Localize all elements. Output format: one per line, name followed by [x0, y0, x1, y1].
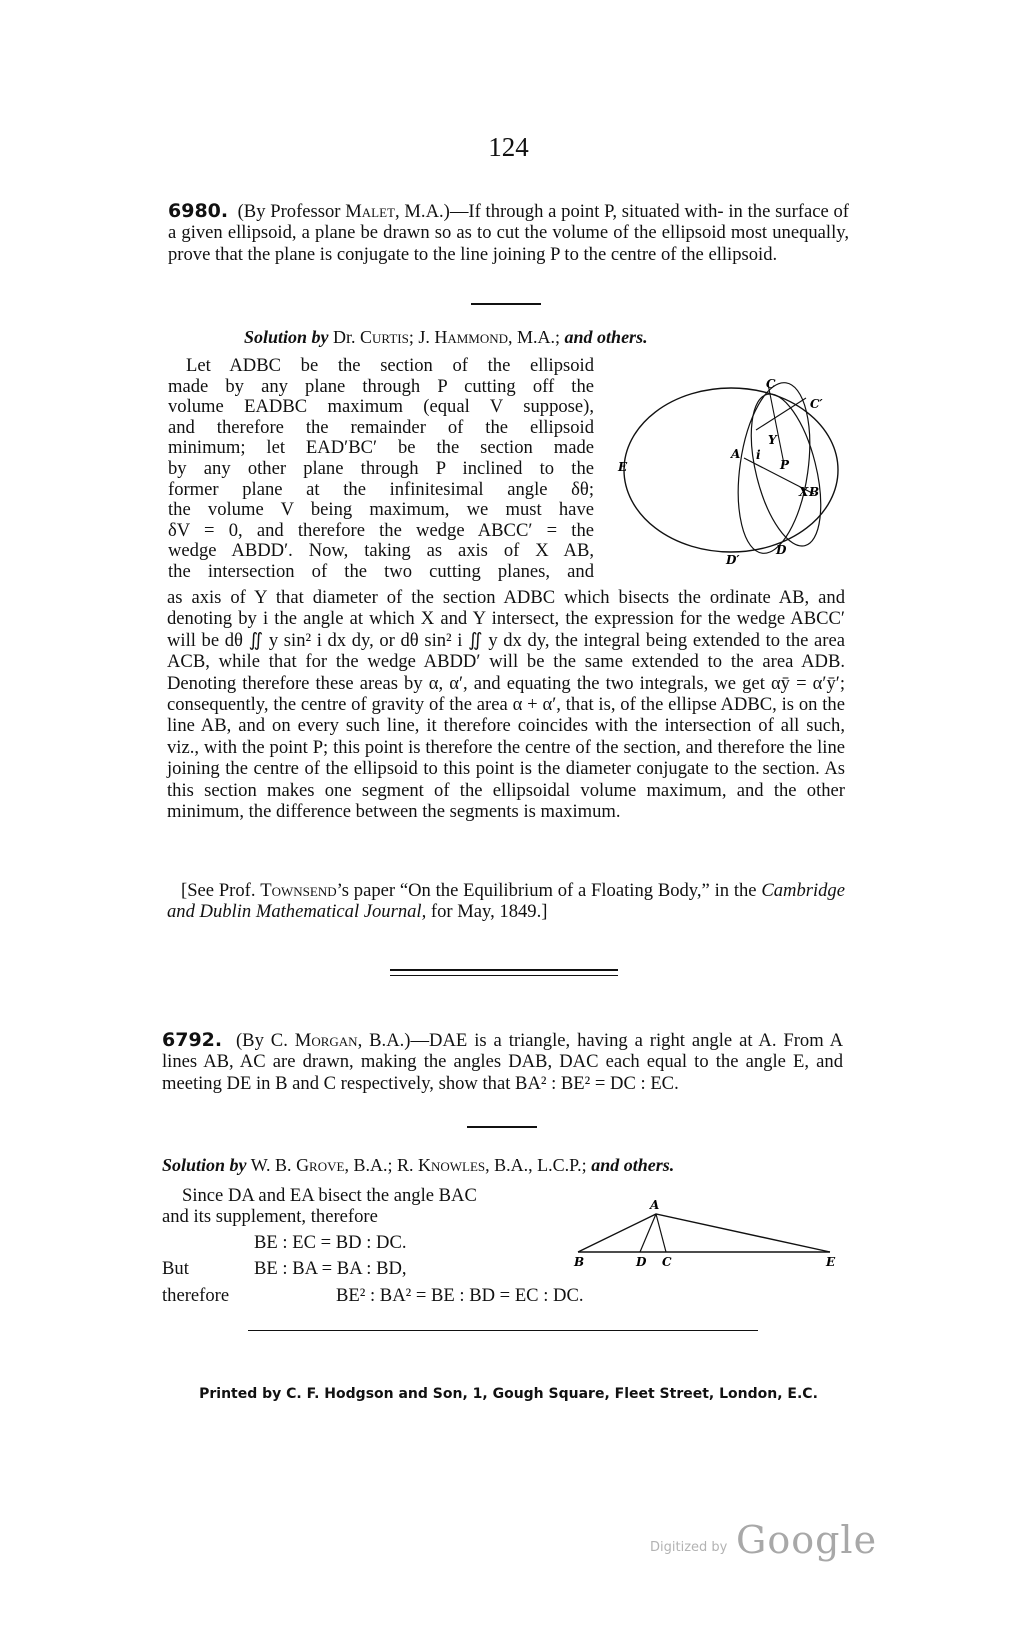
solver-name: Grove — [296, 1155, 345, 1175]
author-suffix: , M.A.)—If through a point P, situated with- — [394, 201, 724, 222]
author-name: Malet — [345, 201, 395, 222]
figure-label: C′ — [810, 397, 823, 411]
solution-line: the intersection of the two cutting planes, and — [168, 561, 594, 582]
figure-label: E — [618, 460, 628, 474]
problem-6792-statement: 6792. (By C. Morgan, B.A.)—DAE is a triangle, having a right angle at A. From A lines AB, AC are drawn, making the angles DAB, DAC each equal to the angle E, and meeting DE in B and C respectively, show that BA² : BE² = DC : EC. — [162, 1029, 844, 1094]
therefore-label: therefore — [162, 1285, 230, 1306]
figure-label: B — [574, 1255, 585, 1269]
and-others-label: and others. — [564, 327, 648, 347]
reference-note: [See Prof. Townsend’s paper “On the Equilibrium of a Floating Body,” in the Cambridge and Dublin Mathematical Journal, for May, 1849.] — [167, 880, 845, 923]
solution-line: δV = 0, and therefore the wedge ABCC′ = the — [168, 519, 594, 541]
figure-label: D — [776, 543, 787, 557]
figure-label: D′ — [726, 553, 740, 567]
solution2-line: Since DA and EA bisect the angle BAC — [182, 1185, 477, 1206]
section-rule — [467, 1126, 537, 1128]
google-logo: Google — [736, 1518, 878, 1562]
solution-heading: Solution by W. B. Grove, B.A.; R. Knowles, B.A., L.C.P.; and others. — [162, 1155, 675, 1175]
solution-line: the volume V being maximum, we must have — [168, 499, 594, 521]
solution-line: by any other plane through P inclined to the — [168, 458, 594, 479]
double-rule-top — [390, 969, 618, 971]
problem-number: 6980. — [168, 200, 229, 222]
solver-name: Knowles — [417, 1155, 486, 1175]
figure-label: D — [636, 1255, 647, 1269]
section-rule — [471, 303, 541, 305]
footer-rule — [248, 1330, 758, 1331]
double-rule-bottom — [390, 975, 618, 976]
reference-author: Townsend — [260, 880, 337, 901]
solution-line: Let ADBC be the section of the ellipsoid — [186, 355, 594, 376]
line-ad — [640, 1214, 656, 1252]
author-prefix: (By Professor — [237, 201, 346, 222]
problem-number: 6792. — [162, 1029, 223, 1051]
page-number: 124 — [488, 132, 529, 162]
solver-name: Hammond — [434, 327, 509, 347]
figure-label: X — [799, 485, 809, 499]
problem-body: at A. From A lines AB, AC are drawn, making the angles DAB, DAC each equal to the angle E, and meeting DE in B and C respectively, show that BA² : BE² = DC : EC. — [162, 1030, 844, 1094]
ellipse-figure — [616, 372, 856, 572]
journal-title: Cambridge and Dublin Mathematical Journal, — [167, 880, 845, 923]
problem-body: in the surface of a given ellipsoid, a plane be drawn so as to cut the volume of the ellipsoid most unequally, prove that the plane is conjugate to the line joining P to the centre of the ellipsoid. — [168, 201, 849, 265]
figure-label: A — [650, 1198, 660, 1212]
triangle-figure — [570, 1196, 845, 1270]
figure-label: Y — [768, 433, 777, 447]
equation: BE : EC = BD : DC. — [254, 1232, 407, 1253]
solution-line: and therefore the remainder of the ellipsoid — [168, 416, 594, 438]
figure-label: C — [766, 377, 776, 391]
author-name: Morgan — [294, 1030, 358, 1051]
solution2-line: and its supplement, therefore — [162, 1206, 378, 1227]
solution-line: volume EADBC maximum (equal V suppose), — [168, 396, 594, 418]
digitized-by-text: Digitized by — [650, 1540, 728, 1555]
solution-line: former plane at the infinitesimal angle δθ; — [168, 478, 594, 500]
solution-heading: Solution by Dr. Curtis; J. Hammond, M.A.; and others. — [244, 327, 648, 347]
but-label: But — [162, 1258, 189, 1279]
figure-label: A — [731, 447, 741, 461]
ellipse-outline — [624, 388, 838, 552]
solution-line: made by any plane through P cutting off the — [168, 375, 594, 397]
printer-line: Printed by C. F. Hodgson and Son, 1, Gough Square, Fleet Street, London, E.C. — [199, 1386, 818, 1402]
equation: BE² : BA² = BE : BD = EC : DC. — [336, 1285, 584, 1306]
figure-label: E — [826, 1255, 836, 1269]
equation: BE : BA = BA : BD, — [254, 1258, 407, 1279]
problem-6980-statement — [168, 201, 849, 265]
figure-label: P — [780, 458, 790, 472]
figure-label: i — [756, 448, 761, 462]
solver-name: Curtis — [360, 327, 409, 347]
line-c-prime — [756, 398, 806, 430]
solution-body: as axis of Y that diameter of the section ADBC which bisects the ordinate AB, and denoting by i the angle at which X and Y intersect, the expression for the wedge ABCC′ will be dθ ∬ y sin² i dx dy, or dθ sin² i ∬ y dx dy, the integral being extended to the area ACB, while that for the wedge ABDD′ will be the same extended to the area ADB. Denoting therefore these areas by α, α′, and equating the two integrals, we get αȳ = α′ȳ′; consequently, the centre of gravity of the area α + α′, that is, of the ellipse ADBC, is on the line AB, and on every such line, it therefore coincides with the intersection of all such, viz., with the point P; this point is therefore the centre of the section, and therefore the line joining the centre of the ellipsoid to this point is the diameter conjugate to the section. As this section makes one segment of the ellipsoidal volume maximum, and the other minimum, the difference between the segments is maximum. — [167, 587, 845, 823]
figure-label: B — [809, 485, 820, 499]
section-curve-1 — [728, 378, 819, 558]
solution-line: wedge ABDD′. Now, taking as axis of X AB, — [168, 540, 594, 562]
triangle-sides — [578, 1214, 830, 1252]
line-ac — [656, 1214, 666, 1252]
figure-label: C — [662, 1255, 672, 1269]
solution-by-label: Solution by — [244, 327, 329, 347]
solution-line: minimum; let EAD′BC′ be the section made — [168, 437, 594, 459]
